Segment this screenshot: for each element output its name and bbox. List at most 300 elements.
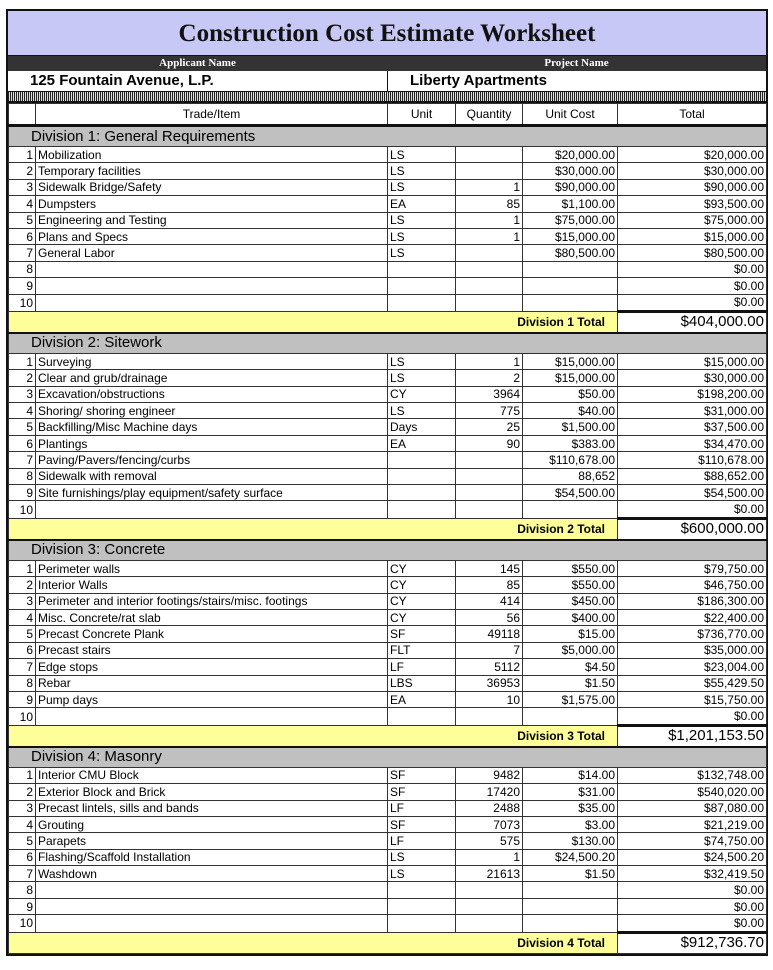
unit[interactable]: LS [388,403,456,419]
unit-cost[interactable]: 88,652 [523,468,618,484]
trade-item[interactable]: Washdown [36,866,388,882]
total[interactable]: $75,000.00 [618,212,767,228]
trade-item[interactable]: Precast lintels, sills and bands [36,800,388,816]
trade-item[interactable]: Clear and grub/drainage [36,370,388,386]
total[interactable]: $46,750.00 [618,577,767,593]
quantity[interactable] [456,294,523,311]
unit-cost[interactable]: $80,500.00 [523,245,618,261]
quantity[interactable]: 1 [456,179,523,195]
division-title: Division 3: Concrete [9,540,767,561]
total[interactable]: $30,000.00 [618,163,767,179]
trade-item[interactable]: Shoring/ shoring engineer [36,403,388,419]
unit-cost[interactable]: $4.50 [523,659,618,675]
unit-cost[interactable] [523,882,618,898]
unit[interactable]: SF [388,784,456,800]
trade-item[interactable]: Exterior Block and Brick [36,784,388,800]
applicant-label: Applicant Name [159,57,236,69]
trade-item[interactable]: Parapets [36,833,388,849]
quantity[interactable] [456,708,523,725]
division-total-row [9,518,767,540]
quantity[interactable]: 9482 [456,767,523,783]
unit[interactable] [388,882,456,898]
unit-cost[interactable] [523,294,618,311]
quantity[interactable] [456,452,523,468]
total[interactable]: $736,770.00 [618,626,767,642]
item-number: 7 [9,245,36,261]
division-total-label: Division 1 Total [9,311,618,333]
quantity[interactable]: 21613 [456,866,523,882]
table-row [9,593,767,609]
trade-item[interactable]: Flashing/Scaffold Installation [36,849,388,865]
trade-item[interactable]: Site furnishings/play equipment/safety surface [36,485,388,501]
unit-cost[interactable]: $130.00 [523,833,618,849]
division-total-value[interactable]: $600,000.00 [618,518,767,540]
table-row [9,163,767,179]
total[interactable]: $87,080.00 [618,800,767,816]
unit[interactable]: LS [388,353,456,369]
quantity[interactable]: 17420 [456,784,523,800]
quantity[interactable]: 1 [456,353,523,369]
unit[interactable]: CY [388,560,456,576]
item-number: 1 [9,560,36,576]
unit-cost[interactable] [523,915,618,932]
unit[interactable]: LS [388,179,456,195]
unit[interactable]: LS [388,866,456,882]
item-number: 8 [9,675,36,691]
unit-cost[interactable]: $50.00 [523,386,618,402]
total[interactable]: $0.00 [618,261,767,277]
unit[interactable]: SF [388,816,456,832]
item-number: 9 [9,691,36,707]
total[interactable]: $93,500.00 [618,196,767,212]
trade-item[interactable]: Engineering and Testing [36,212,388,228]
quantity[interactable]: 145 [456,560,523,576]
division-title: Division 2: Sitework [9,333,767,354]
unit-cost[interactable]: $383.00 [523,435,618,451]
item-number: 6 [9,642,36,658]
division-title: Division 1: General Requirements [9,126,767,147]
table-row [9,501,767,518]
trade-item[interactable] [36,501,388,518]
unit-cost[interactable]: $3.00 [523,816,618,832]
unit-cost[interactable]: $40.00 [523,403,618,419]
unit-cost[interactable] [523,898,618,914]
total[interactable]: $132,748.00 [618,767,767,783]
total[interactable]: $35,000.00 [618,642,767,658]
quantity[interactable] [456,245,523,261]
unit[interactable]: CY [388,609,456,625]
table-row [9,577,767,593]
item-number: 6 [9,849,36,865]
unit-cost[interactable] [523,708,618,725]
applicant-name[interactable]: 125 Fountain Avenue, L.P. [8,71,388,91]
unit-cost[interactable]: $1,500.00 [523,419,618,435]
item-number: 7 [9,659,36,675]
quantity[interactable]: 10 [456,691,523,707]
worksheet [6,9,768,956]
item-number: 7 [9,866,36,882]
item-number: 10 [9,708,36,725]
quantity[interactable]: 7 [456,642,523,658]
item-number: 6 [9,228,36,244]
division-header [9,126,767,147]
trade-item[interactable]: Perimeter and interior footings/stairs/misc. footings [36,593,388,609]
quantity[interactable]: 2488 [456,800,523,816]
header-total: Total [618,104,767,126]
item-number: 5 [9,212,36,228]
unit[interactable] [388,261,456,277]
trade-item[interactable]: Surveying [36,353,388,369]
table-row [9,708,767,725]
item-number: 2 [9,370,36,386]
table-row [9,784,767,800]
table-row [9,691,767,707]
division-total-row [9,932,767,953]
unit[interactable]: Days [388,419,456,435]
header-number [9,104,36,126]
item-number: 1 [9,767,36,783]
item-number: 9 [9,485,36,501]
total[interactable]: $31,000.00 [618,403,767,419]
unit-cost[interactable] [523,261,618,277]
trade-item[interactable]: Edge stops [36,659,388,675]
trade-item[interactable]: General Labor [36,245,388,261]
unit[interactable] [388,708,456,725]
unit[interactable]: EA [388,435,456,451]
unit[interactable]: CY [388,593,456,609]
table-row [9,245,767,261]
division-total-row [9,725,767,747]
trade-item[interactable] [36,898,388,914]
quantity[interactable] [456,147,523,163]
trade-item[interactable]: Plans and Specs [36,228,388,244]
item-number: 3 [9,179,36,195]
total[interactable]: $22,400.00 [618,609,767,625]
table-row [9,626,767,642]
total[interactable]: $79,750.00 [618,560,767,576]
total[interactable]: $0.00 [618,882,767,898]
table-row [9,866,767,882]
unit-cost[interactable]: $75,000.00 [523,212,618,228]
division-total-value[interactable]: $1,201,153.50 [618,725,767,747]
trade-item[interactable] [36,294,388,311]
unit[interactable]: SF [388,767,456,783]
unit[interactable] [388,278,456,294]
table-row [9,419,767,435]
unit-cost[interactable]: $30,000.00 [523,163,618,179]
unit-cost[interactable]: $15,000.00 [523,370,618,386]
unit-cost[interactable]: $5,000.00 [523,642,618,658]
unit[interactable]: LF [388,833,456,849]
table-row [9,485,767,501]
item-number: 5 [9,833,36,849]
unit-cost[interactable]: $15.00 [523,626,618,642]
quantity[interactable]: 25 [456,419,523,435]
unit[interactable] [388,468,456,484]
trade-item[interactable]: Pump days [36,691,388,707]
item-number: 3 [9,593,36,609]
table-row [9,675,767,691]
unit[interactable]: LS [388,370,456,386]
division-total-row [9,311,767,333]
unit[interactable]: LS [388,849,456,865]
trade-item[interactable]: Grouting [36,816,388,832]
quantity[interactable]: 1 [456,212,523,228]
trade-item[interactable]: Dumpsters [36,196,388,212]
cost-table [8,103,767,954]
item-number: 5 [9,626,36,642]
table-row [9,882,767,898]
quantity[interactable] [456,915,523,932]
quantity[interactable] [456,501,523,518]
unit[interactable]: CY [388,577,456,593]
header-unit-cost: Unit Cost [523,104,618,126]
unit-cost[interactable] [523,501,618,518]
trade-item[interactable]: Sidewalk with removal [36,468,388,484]
item-number: 4 [9,403,36,419]
quantity[interactable]: 2 [456,370,523,386]
trade-item[interactable] [36,278,388,294]
unit[interactable]: LS [388,245,456,261]
trade-item[interactable] [36,261,388,277]
trade-item[interactable]: Perimeter walls [36,560,388,576]
table-row [9,609,767,625]
item-number: 6 [9,435,36,451]
trade-item[interactable]: Precast stairs [36,642,388,658]
item-number: 8 [9,468,36,484]
unit-cost[interactable]: $35.00 [523,800,618,816]
total[interactable]: $20,000.00 [618,147,767,163]
table-row [9,560,767,576]
unit[interactable]: EA [388,691,456,707]
trade-item[interactable]: Interior Walls [36,577,388,593]
quantity[interactable]: 1 [456,849,523,865]
total[interactable]: $15,750.00 [618,691,767,707]
item-number: 1 [9,353,36,369]
table-row [9,147,767,163]
trade-item[interactable]: Paving/Pavers/fencing/curbs [36,452,388,468]
item-number: 2 [9,163,36,179]
total[interactable]: $110,678.00 [618,452,767,468]
item-number: 4 [9,816,36,832]
unit[interactable]: EA [388,196,456,212]
total[interactable]: $74,750.00 [618,833,767,849]
total[interactable]: $37,500.00 [618,419,767,435]
item-number: 2 [9,577,36,593]
unit[interactable] [388,915,456,932]
unit-cost[interactable]: $400.00 [523,609,618,625]
table-row [9,370,767,386]
quantity[interactable]: 3964 [456,386,523,402]
trade-item[interactable]: Rebar [36,675,388,691]
total[interactable]: $15,000.00 [618,353,767,369]
quantity[interactable] [456,898,523,914]
quantity[interactable]: 1 [456,228,523,244]
quantity[interactable]: 85 [456,196,523,212]
header-unit: Unit [388,104,456,126]
unit-cost[interactable]: $550.00 [523,577,618,593]
division-title: Division 4: Masonry [9,747,767,768]
item-number: 7 [9,452,36,468]
unit-cost[interactable]: $110,678.00 [523,452,618,468]
table-row [9,468,767,484]
trade-item[interactable]: Plantings [36,435,388,451]
total[interactable]: $24,500.20 [618,849,767,865]
quantity[interactable]: 56 [456,609,523,625]
unit-cost[interactable]: $24,500.20 [523,849,618,865]
quantity[interactable]: 7073 [456,816,523,832]
trade-item[interactable]: Sidewalk Bridge/Safety [36,179,388,195]
trade-item[interactable]: Misc. Concrete/rat slab [36,609,388,625]
total[interactable]: $55,429.50 [618,675,767,691]
total[interactable]: $186,300.00 [618,593,767,609]
unit-cost[interactable]: $1.50 [523,675,618,691]
quantity[interactable]: 5112 [456,659,523,675]
total[interactable]: $30,000.00 [618,370,767,386]
unit-cost[interactable]: $54,500.00 [523,485,618,501]
unit[interactable]: CY [388,386,456,402]
division-total-value[interactable]: $912,736.70 [618,932,767,953]
unit-cost[interactable]: $450.00 [523,593,618,609]
item-number: 3 [9,386,36,402]
total[interactable]: $0.00 [618,915,767,932]
quantity[interactable] [456,261,523,277]
trade-item[interactable] [36,882,388,898]
item-number: 10 [9,501,36,518]
quantity[interactable] [456,278,523,294]
trade-item[interactable]: Excavation/obstructions [36,386,388,402]
table-row [9,228,767,244]
quantity[interactable] [456,163,523,179]
name-labels [8,56,766,71]
unit-cost[interactable] [523,278,618,294]
table-row [9,386,767,402]
item-number: 10 [9,915,36,932]
quantity[interactable]: 575 [456,833,523,849]
total[interactable]: $0.00 [618,708,767,725]
quantity[interactable]: 414 [456,593,523,609]
trade-item[interactable] [36,708,388,725]
table-row [9,294,767,311]
table-row [9,179,767,195]
table-row [9,642,767,658]
unit[interactable]: LS [388,147,456,163]
quantity[interactable]: 775 [456,403,523,419]
quantity[interactable]: 90 [456,435,523,451]
divider [8,92,766,103]
trade-item[interactable]: Temporary facilities [36,163,388,179]
total[interactable]: $90,000.00 [618,179,767,195]
project-name[interactable]: Liberty Apartments [410,72,547,89]
division-total-label: Division 4 Total [9,932,618,953]
total[interactable]: $540,020.00 [618,784,767,800]
total[interactable]: $34,470.00 [618,435,767,451]
unit[interactable] [388,485,456,501]
unit-cost[interactable]: $31.00 [523,784,618,800]
item-number: 8 [9,261,36,277]
trade-item[interactable]: Precast Concrete Plank [36,626,388,642]
total[interactable]: $0.00 [618,294,767,311]
name-values [8,71,766,92]
unit-cost[interactable]: $1,100.00 [523,196,618,212]
unit-cost[interactable]: $90,000.00 [523,179,618,195]
total[interactable]: $21,219.00 [618,816,767,832]
total[interactable]: $80,500.00 [618,245,767,261]
unit-cost[interactable]: $20,000.00 [523,147,618,163]
table-row [9,196,767,212]
table-row [9,212,767,228]
table-row [9,452,767,468]
quantity[interactable] [456,468,523,484]
division-total-label: Division 3 Total [9,725,618,747]
unit[interactable]: LF [388,800,456,816]
unit[interactable]: FLT [388,642,456,658]
division-header [9,747,767,768]
total[interactable]: $0.00 [618,898,767,914]
table-row [9,278,767,294]
quantity[interactable]: 85 [456,577,523,593]
table-row [9,898,767,914]
unit[interactable]: SF [388,626,456,642]
trade-item[interactable]: Backfilling/Misc Machine days [36,419,388,435]
total[interactable]: $0.00 [618,501,767,518]
item-number: 9 [9,278,36,294]
item-number: 5 [9,419,36,435]
total[interactable]: $32,419.50 [618,866,767,882]
quantity[interactable]: 49118 [456,626,523,642]
unit[interactable] [388,898,456,914]
unit[interactable]: LS [388,163,456,179]
table-row [9,833,767,849]
header-trade-item: Trade/Item [36,104,388,126]
unit[interactable] [388,501,456,518]
unit[interactable] [388,452,456,468]
trade-item[interactable]: Interior CMU Block [36,767,388,783]
table-row [9,261,767,277]
table-row [9,800,767,816]
unit-cost[interactable]: $15,000.00 [523,228,618,244]
trade-item[interactable] [36,915,388,932]
quantity[interactable]: 36953 [456,675,523,691]
project-label: Project Name [544,57,609,69]
unit-cost[interactable]: $15,000.00 [523,353,618,369]
total[interactable]: $88,652.00 [618,468,767,484]
table-row [9,403,767,419]
unit-cost[interactable]: $14.00 [523,767,618,783]
total[interactable]: $198,200.00 [618,386,767,402]
total[interactable]: $15,000.00 [618,228,767,244]
division-total-value[interactable]: $404,000.00 [618,311,767,333]
unit-cost[interactable]: $1.50 [523,866,618,882]
unit[interactable]: LF [388,659,456,675]
unit[interactable]: LS [388,228,456,244]
header-row [9,104,767,126]
unit-cost[interactable]: $550.00 [523,560,618,576]
item-number: 9 [9,898,36,914]
unit[interactable] [388,294,456,311]
table-row [9,915,767,932]
total[interactable]: $23,004.00 [618,659,767,675]
trade-item[interactable]: Mobilization [36,147,388,163]
quantity[interactable] [456,485,523,501]
unit-cost[interactable]: $1,575.00 [523,691,618,707]
unit[interactable]: LS [388,212,456,228]
quantity[interactable] [456,882,523,898]
total[interactable]: $54,500.00 [618,485,767,501]
division-total-label: Division 2 Total [9,518,618,540]
unit[interactable]: LBS [388,675,456,691]
total[interactable]: $0.00 [618,278,767,294]
